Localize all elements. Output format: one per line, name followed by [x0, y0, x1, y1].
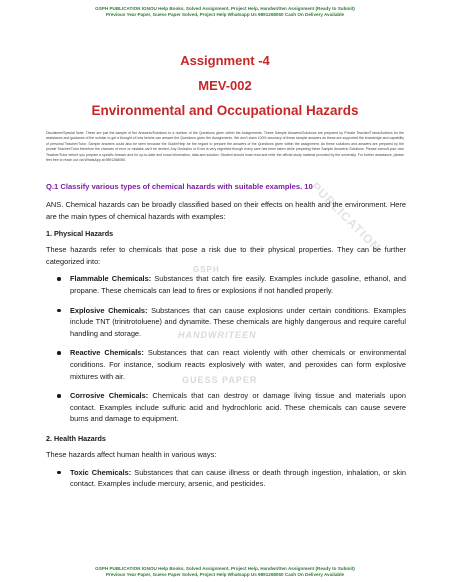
- section-intro-health: These hazards affect human health in various ways:: [46, 449, 217, 459]
- section-heading-physical: 1. Physical Hazards: [46, 229, 114, 239]
- item-text: Substances that can cause explosions under certain conditions. Examples include TNT (trinitrotoluene) and dynamite. These chemicals are highly dangerous and require careful handling and storage.: [70, 305, 406, 338]
- list-item: [46, 305, 406, 340]
- footer-line-2: Previous Year Paper, Guess Paper Solved, Project Help Whatsapp Us 9891268050 Cash On Delivery Available: [105, 572, 345, 578]
- bullet-icon: [57, 394, 61, 398]
- bullet-icon: [57, 309, 61, 313]
- section-heading-health: 2. Health Hazards: [46, 433, 106, 443]
- item-term: Toxic Chemicals:: [70, 467, 132, 477]
- footer-line-1: GSPH PUBLICATION IGNOU Help Books, Solved Assignment, Project Help, Handwritten Assignment (Ready to Submit): [95, 566, 355, 571]
- assignment-title: Assignment -4: [180, 53, 270, 68]
- watermark-gsph: GSPH: [193, 265, 220, 274]
- title-block: [0, 52, 450, 119]
- item-term: Explosive Chemicals:: [70, 305, 148, 315]
- list-item: [46, 273, 406, 296]
- header-line-1: GSPH PUBLICATION IGNOU Help Books, Solved Assignment, Project Help, Handwritten Assignment (Ready to Submit): [95, 6, 355, 11]
- bullet-icon: [57, 471, 61, 475]
- item-text: Substances that catch fire easily. Examples include gasoline, ethanol, and propane. These chemicals can lead to fires or explosions if not handled properly.: [70, 274, 406, 295]
- physical-hazards-list: [46, 273, 406, 425]
- item-term: Flammable Chemicals:: [70, 274, 152, 284]
- course-code: MEV-002: [198, 78, 252, 93]
- list-item: [46, 347, 406, 382]
- page-header: [0, 6, 450, 18]
- bullet-icon: [57, 277, 61, 281]
- item-text: Substances that can cause illness or death through ingestion, inhalation, or skin contact. Examples include mercury, arsenic, and pesticides.: [70, 467, 406, 489]
- answer-intro: ANS. Chemical hazards can be broadly classified based on their effects on health and the environment. Here are the main types of chemical hazards with examples:: [46, 200, 406, 221]
- header-line-2: Previous Year Paper, Guess Paper Solved, Project Help Whatsapp Us 9891268050 Cash On Delivery Available: [105, 12, 345, 18]
- item-term: Reactive Chemicals:: [70, 348, 144, 358]
- section-intro-physical: These hazards refer to chemicals that pose a risk due to their physical properties. They can be further categorized into:: [46, 245, 406, 266]
- main-content: [46, 181, 406, 498]
- watermark-handwritten: HANDWRITEEN: [178, 330, 257, 340]
- bullet-icon: [57, 351, 61, 355]
- item-text: Chemicals that can destroy or damage living tissue and materials upon contact. Examples include sulfuric acid and hydrochloric acid. These chemicals can cause severe burns and damage to equipment.: [70, 391, 406, 424]
- item-text: Substances that can react violently with other chemicals or environmental conditions. For instance, sodium reacts explosively with water, and peroxides can form explosive mixtures with air.: [70, 348, 407, 381]
- watermark-publication: PUBLICATION: [308, 179, 384, 255]
- watermark-guess-paper: GUESS PAPER: [182, 375, 258, 385]
- list-item: [46, 467, 406, 490]
- question-heading: Q.1 Classify various types of chemical hazards with suitable examples. 10: [46, 182, 313, 191]
- disclaimer-text: Disclaimer/Special Note: These are just the sample of the Answers/Solutions to a number of the Questions given within the Assignments. These Sample Answers/Solutions are prepared by Private Teacher/Tutors/Authors for the assistance and guidance of the scholar to get a thought of how he/she can answer the Questions given the Assignments. We don't claim 100% accuracy of those sample answers as these are supported the knowledge and capability of personal Teacher/Tutor. Sample answers could also be seen because the Guide/Help for the regard to prepare the answers of the Questions given within the assignment. As these solutions and answers are prepared by the private Teacher/Tutor therefore the chances of error or mistake can't be denied. Any Omission or Error is very regretted though every care has been taken while preparing these Sample Answers/ Solutions. Please consult your own Teacher/Tutor before you prepare a specific Answer and for up-to-date and exact information, data and solution. Student should must read and refer the official study material provided by the university. For further assistance, please feel free to reach out via WhatsApp at 9891268050.: [46, 131, 405, 163]
- page-footer: [0, 566, 450, 578]
- item-term: Corrosive Chemicals:: [70, 391, 149, 401]
- list-item: [46, 390, 406, 425]
- subject-title: Environmental and Occupational Hazards: [91, 103, 359, 118]
- health-hazards-list: [46, 467, 406, 490]
